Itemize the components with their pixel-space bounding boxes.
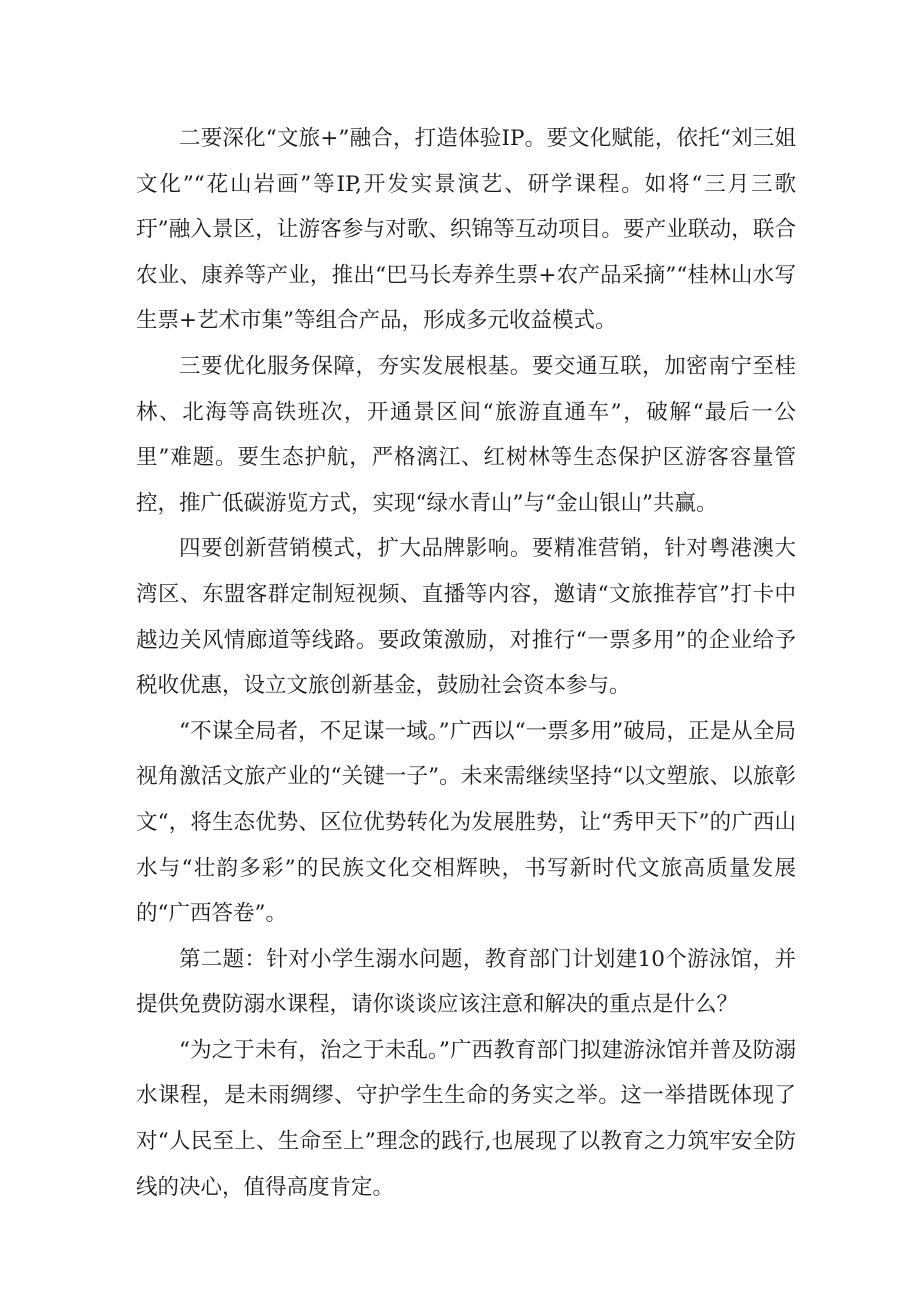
paragraph-answer-intro: “为之于未有，治之于未乱。”广西教育部门拟建游泳馆并普及防溺水课程，是未雨绸缪、守护学生生命的务实之举。这一举措既体现了对“人民至上、生命至上”理念的践行,也展现了以教育之力筑牢安全防线的决心，值得高度肯定。 [136, 1037, 796, 1200]
paragraph-culture-tourism-ip: 二要深化“文旅+”融合，打造体验IP。要文化赋能，依托“刘三姐文化”“花山岩画”等IP,开发实景演艺、研学课程。如将“三月三歌玗”融入景区，让游客参与对歌、织锦等互动项目。要产业联动，联合农业、康养等产业，推出“巴马长寿养生票+农产品采摘”“桂林山水写生票+艺术市集”等组合产品，形成多元收益模式。 [136, 126, 796, 334]
paragraph-conclusion: “不谋全局者，不足谋一域。”广西以“一票多用”破局，正是从全局视角激活文旅产业的“关键一子”。未来需继续坚持“以文塑旅、以旅彰文“，将生态优势、区位优势转化为发展胜势，让“秀甲天下”的广西山水与“壮韵多彩”的民族文化交相辉映，书写新时代文旅高质量发展的“广西答卷”。 [136, 718, 796, 927]
paragraph-marketing-model: 四要创新营销模式，扩大品牌影响。要精准营销，针对粤港澳大湾区、东盟客群定制短视频、直播等内容，邀请“文旅推荐官”打卡中越边关风情廊道等线路。要政策激励，对推行“一票多用”的企业给予税收优惠，设立文旅创新基金，鼓励社会资本参与。 [136, 536, 796, 699]
document-body [136, 116, 796, 1210]
question-two-heading: 第二题：针对小学生溺水问题，教育部门计划建10个游泳馆，并提供免费防溺水课程，请你谈谈应该注意和解决的重点是什么？ [136, 946, 796, 1018]
paragraph-service-guarantee: 三要优化服务保障，夯实发展根基。要交通互联，加密南宁至桂林、北海等高铁班次，开通景区间“旅游直通车”，破解“最后一公里”难题。要生态护航，严格漓江、红树林等生态保护区游客容量管控，推广低碳游览方式，实现“绿水青山”与“金山银山”共赢。 [136, 353, 796, 516]
